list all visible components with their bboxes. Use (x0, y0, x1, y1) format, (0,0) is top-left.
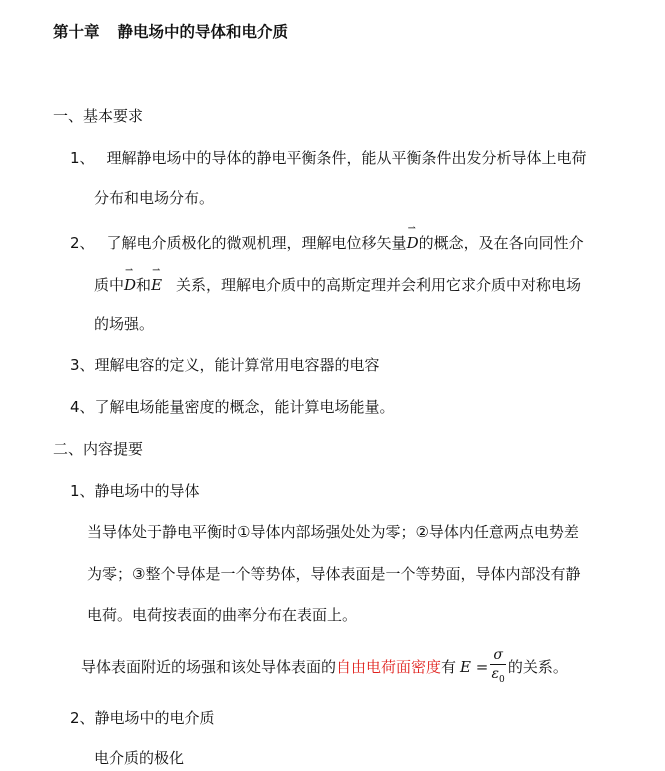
paragraph-line-1: 当导体处于静电平衡时①导体内部场强处处为零；②导体内任意两点电势差 (87, 523, 579, 541)
requirement-item-2-line1 (70, 223, 584, 253)
requirement-item-1-line1 (70, 148, 587, 168)
requirement-item-1-line2: 分布和电场分布。 (94, 189, 215, 207)
chapter-number: 第十章 (53, 23, 100, 41)
vector-arrow-icon: ⇀ (152, 265, 161, 276)
vector-d-symbol: ⇀ D (406, 223, 419, 252)
item-number: 2、 (70, 234, 95, 252)
chapter-name: 静电场中的导体和电介质 (117, 23, 289, 41)
fraction-denominator: $\varepsilon_0$ (491, 666, 505, 685)
paragraph-line-3: 电荷。电荷按表面的曲率分布在表面上。 (87, 606, 358, 624)
item-text: 质中 (94, 276, 125, 294)
section-heading-basic-requirements: 一、基本要求 (53, 107, 144, 125)
topic-polarization: 电介质的极化 (94, 749, 185, 767)
subsection-heading-dielectric: 2、静电场中的电介质 (70, 709, 215, 727)
paragraph-line-2: 为零；③整个导体是一个等势体，导体表面是一个等势面，导体内部没有静 (87, 565, 581, 583)
requirement-item-2-line3: 的场强。 (94, 315, 155, 333)
formula-text: 的关系。 (507, 657, 568, 676)
requirement-item-3: 3、理解电容的定义，能计算常用电容器的电容 (70, 356, 380, 374)
section-heading-content-summary: 二、内容提要 (53, 440, 144, 458)
formula-line (81, 647, 568, 688)
item-text: 和 (136, 276, 152, 294)
vector-e-symbol: ⇀ E (151, 265, 163, 294)
highlighted-term: 自由电荷面密度 (336, 657, 442, 676)
vector-d-symbol: ⇀ D (124, 265, 137, 294)
formula-text: 导体表面附近的场强和该处导体表面的 (81, 657, 337, 676)
item-number: 1、 (70, 149, 95, 167)
formula-fraction (490, 647, 506, 688)
item-text: 理解静电场中的导体的静电平衡条件，能从平衡条件出发分析导体上电荷 (106, 149, 587, 167)
fraction-numerator: σ (490, 647, 506, 665)
requirement-item-4: 4、了解电场能量密度的概念，能计算电场能量。 (70, 398, 395, 416)
item-text: 关系，理解电介质中的高斯定理并会利用它求介质中对称电场 (176, 276, 582, 294)
vector-arrow-icon: ⇀ (407, 223, 416, 234)
formula-lhs: E = (460, 657, 489, 676)
item-text-cont: 的概念，及在各向同性介 (418, 234, 584, 252)
chapter-title (53, 22, 288, 42)
formula-text: 有 (441, 657, 457, 676)
requirement-item-2-line2 (94, 265, 582, 295)
item-text: 了解电介质极化的微观机理，理解电位移矢量 (106, 234, 407, 252)
subsection-heading-conductor: 1、静电场中的导体 (70, 482, 200, 500)
vector-arrow-icon: ⇀ (125, 265, 134, 276)
